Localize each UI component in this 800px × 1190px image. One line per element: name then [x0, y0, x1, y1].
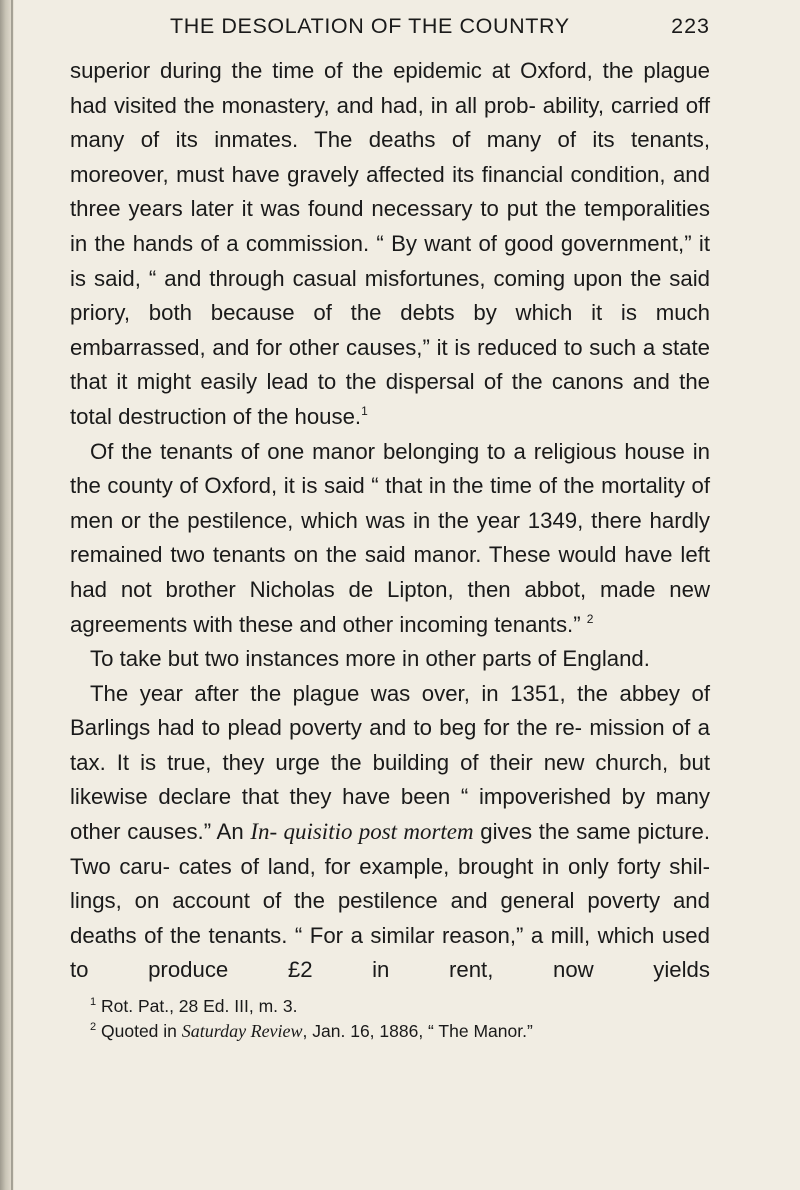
footnote-2-pre: Quoted in: [101, 1021, 182, 1042]
footnote-ref-1: 1: [361, 403, 368, 418]
footnote-2-italic: Saturday Review: [181, 1021, 303, 1042]
paragraph-1-text: superior during the time of the epidemic at Oxford, the plague had visited the monastery, and had, in all prob- ability, carried off many of its inmates. The deaths of many of its tenants, moreover, must have gravely affected its financial condition, and three years later it was found necessary to put the temporalities in the hands of a commission. “ By want of good government,” it is said, “ and through casual misfortunes, coming upon the said priory, both because of the debts by which it is much embarrassed, and for other causes,” it is reduced to such a state that it might easily lead to the dispersal of the canons and the total destruction of the house.: [70, 58, 710, 429]
footnote-1-number: 1: [90, 996, 97, 1009]
body-text: [70, 54, 710, 988]
footnotes: [70, 994, 710, 1044]
page-number: 223: [671, 14, 710, 38]
paragraph-4: [70, 677, 710, 988]
footnote-1-text: Rot. Pat., 28 Ed. III, m. 3.: [101, 996, 298, 1017]
running-title: THE DESOLATION OF THE COUNTRY: [170, 14, 570, 38]
running-header: [170, 14, 710, 54]
paragraph-4-italic: In- quisitio post mortem: [250, 819, 474, 845]
footnote-1: [70, 994, 710, 1019]
paragraph-2-text: Of the tenants of one manor belonging to a religious house in the county of Oxford, it is said “ that in the time of the mortality of men or the pestilence, which was in the year 1349, there hardly remained two tenants on the said manor. These would have left had not brother Nicholas de Lipton, then abbot, made new agreements with these and other incoming tenants.”: [70, 438, 710, 637]
book-page: [70, 14, 710, 1044]
footnote-2-post: , Jan. 16, 1886, “ The Manor.”: [302, 1021, 533, 1042]
footnote-2-number: 2: [90, 1021, 97, 1034]
footnote-2: [70, 1019, 710, 1044]
paragraph-3: To take but two instances more in other parts of England.: [90, 646, 650, 672]
paragraph-1: [70, 54, 710, 435]
paragraph-2: [70, 435, 710, 643]
footnote-ref-2: 2: [586, 611, 594, 626]
gutter-shadow-line: [11, 0, 13, 1190]
paragraph-4-text-b: gives the same picture. Two caru- cates of land, for example, brought in only forty shil- lings, on account of the pestilence and general poverty and deaths of the tenants. “ For a similar reason,” a mill, which used to produce £2 in rent, now yields: [70, 819, 710, 983]
paragraph-4-text-a: The year after the plague was over, in 1351, the abbey of Barlings had to plead poverty and to beg for the re- mission of a tax. It is true, they urge the building of their new church, but likewise declare that they have been “ impoverished by many other causes.” An: [70, 680, 710, 845]
